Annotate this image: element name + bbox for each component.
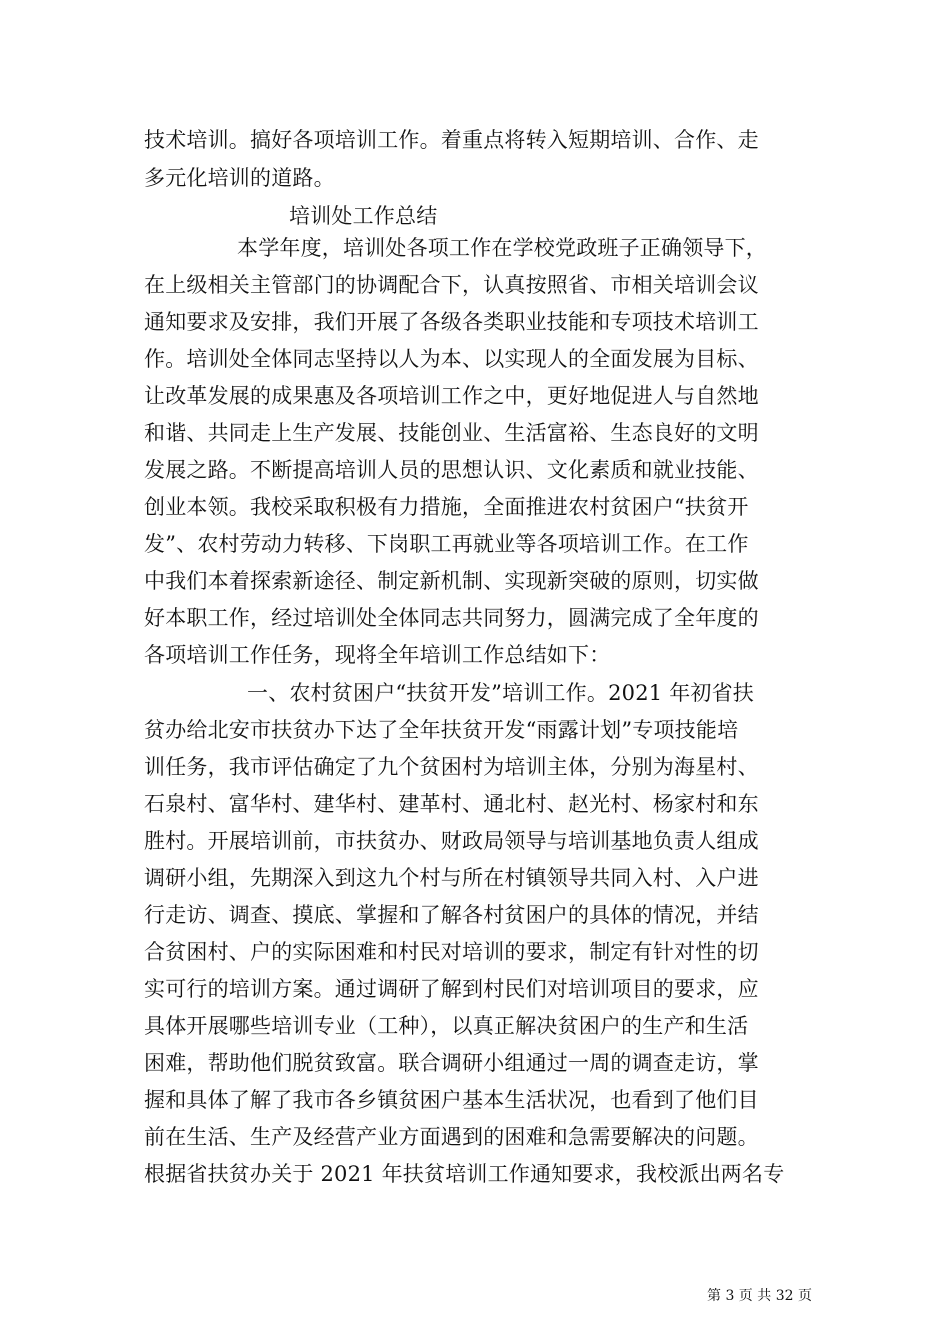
text-line-4: 本学年度，培训处各项工作在学校党政班子正确领导下， bbox=[237, 236, 767, 260]
text-line-8: 让改革发展的成果惠及各项培训工作之中，更好地促进人与自然地 bbox=[144, 384, 759, 408]
text-line-5: 在上级相关主管部门的协调配合下，认真按照省、市相关培训会议 bbox=[144, 273, 759, 297]
text-line-22: 行走访、调查、摸底、掌握和了解各村贫困户的具体的情况，并结 bbox=[144, 903, 759, 927]
text-line-11: 创业本领。我校采取积极有力措施，全面推进农村贫困户“扶贫开 bbox=[144, 495, 749, 519]
text-line-25: 具体开展哪些培训专业（工种），以真正解决贫困户的生产和生活 bbox=[144, 1014, 749, 1038]
text-line-6: 通知要求及安排，我们开展了各级各类职业技能和专项技术培训工 bbox=[144, 310, 759, 334]
text-line-15: 各项培训工作任务，现将全年培训工作总结如下： bbox=[144, 643, 611, 667]
text-line-24: 实可行的培训方案。通过调研了解到村民们对培训项目的要求，应 bbox=[144, 977, 759, 1001]
section-title: 培训处工作总结 bbox=[289, 204, 438, 228]
text-line-23: 合贫困村、户的实际困难和村民对培训的要求，制定有针对性的切 bbox=[144, 940, 759, 964]
text-line-9: 和谐、共同走上生产发展、技能创业、生活富裕、生态良好的文明 bbox=[144, 421, 759, 445]
text-line-21: 调研小组，先期深入到这九个村与所在村镇领导共同入村、入户进 bbox=[144, 866, 759, 890]
text-line-16: 一、农村贫困户“扶贫开发”培训工作。2021 年初省扶 bbox=[247, 681, 754, 705]
text-line-17: 贫办给北安市扶贫办下达了全年扶贫开发“雨露计划”专项技能培 bbox=[144, 718, 739, 742]
text-line-14: 好本职工作，经过培训处全体同志共同努力，圆满完成了全年度的 bbox=[144, 606, 759, 630]
text-line-7: 作。培训处全体同志坚持以人为本、以实现人的全面发展为目标、 bbox=[144, 347, 759, 371]
text-line-10: 发展之路。不断提高培训人员的思想认识、文化素质和就业技能、 bbox=[144, 458, 759, 482]
text-line-2: 多元化培训的道路。 bbox=[144, 166, 335, 190]
text-line-28: 前在生活、生产及经营产业方面遇到的困难和急需要解决的问题。 bbox=[144, 1125, 759, 1149]
text-line-18: 训任务，我市评估确定了九个贫困村为培训主体，分别为海星村、 bbox=[144, 755, 759, 779]
page-number-footer: 第 3 页 共 32 页 bbox=[707, 1288, 812, 1304]
text-line-1: 技术培训。搞好各项培训工作。着重点将转入短期培训、合作、走 bbox=[144, 128, 759, 152]
text-line-13: 中我们本着探索新途径、制定新机制、实现新突破的原则，切实做 bbox=[144, 569, 759, 593]
text-line-26: 困难，帮助他们脱贫致富。联合调研小组通过一周的调查走访，掌 bbox=[144, 1051, 759, 1075]
text-line-27: 握和具体了解了我市各乡镇贫困户基本生活状况，也看到了他们目 bbox=[144, 1088, 759, 1112]
text-line-29: 根据省扶贫办关于 2021 年扶贫培训工作通知要求，我校派出两名专 bbox=[144, 1162, 785, 1186]
text-line-12: 发”、农村劳动力转移、下岗职工再就业等各项培训工作。在工作 bbox=[144, 532, 749, 556]
text-line-20: 胜村。开展培训前，市扶贫办、财政局领导与培训基地负责人组成 bbox=[144, 829, 759, 853]
text-line-19: 石泉村、富华村、建华村、建革村、通北村、赵光村、杨家村和东 bbox=[144, 792, 759, 816]
